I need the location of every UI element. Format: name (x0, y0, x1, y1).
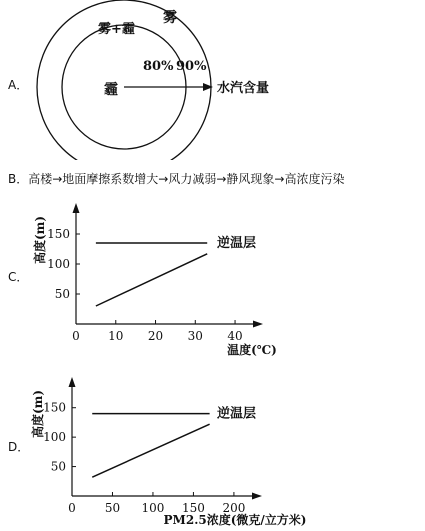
x-tick-label: 40 (227, 329, 243, 343)
inner-text: 雾+霾 (98, 22, 135, 37)
x-tick-label: 30 (187, 329, 203, 343)
y-tick-label: 150 (43, 400, 66, 415)
y-tick-label: 150 (47, 227, 70, 241)
option-d-label: D． (8, 440, 30, 454)
axis-label: 水汽含量 (217, 81, 270, 96)
x-axis-label: PM2.5浓度(微克/立方米) (163, 513, 307, 527)
option-a-label: A． (8, 78, 29, 92)
x-axis-label: 温度(℃) (227, 343, 277, 357)
annotation-label: 逆温层 (217, 406, 257, 422)
y-axis-arrow-icon (69, 377, 76, 387)
core-text: 霾 (104, 82, 118, 98)
annotation-label: 逆温层 (217, 236, 257, 251)
option-c-label: C． (8, 270, 29, 284)
option-b-text: 高楼→地面摩擦系数增大→风力减弱→静风现象→高浓度污染 (28, 172, 345, 186)
x-tick-label: 50 (104, 501, 121, 515)
pct-outer: 90% (176, 59, 207, 74)
chart-d (0, 362, 425, 531)
fog-haze-diagram (0, 0, 425, 160)
y-axis-arrow-icon (73, 203, 80, 213)
y-axis-label: 高度(m) (33, 215, 47, 265)
outer-text: 雾 (163, 10, 177, 26)
x-tick-label: 100 (141, 501, 165, 515)
x-tick-label: 10 (108, 329, 124, 343)
y-tick-label: 50 (54, 287, 70, 301)
y-axis-label: 高度(m) (31, 389, 45, 439)
x-tick-label: 150 (181, 501, 205, 515)
x-axis-arrow-icon (253, 321, 263, 328)
x-tick-label: 0 (72, 329, 80, 343)
chart-c (0, 188, 425, 360)
x-axis-arrow-icon (252, 493, 262, 500)
series-line (96, 254, 207, 306)
pct-inner: 80% (143, 59, 174, 74)
option-b (8, 170, 344, 187)
y-tick-label: 100 (43, 430, 66, 445)
y-tick-label: 100 (47, 257, 70, 271)
x-tick-label: 20 (147, 329, 164, 343)
series-line (92, 424, 209, 477)
x-tick-label: 200 (222, 501, 246, 515)
option-b-label: B． (8, 172, 29, 186)
x-tick-label: 0 (68, 501, 76, 515)
y-tick-label: 50 (50, 459, 66, 474)
